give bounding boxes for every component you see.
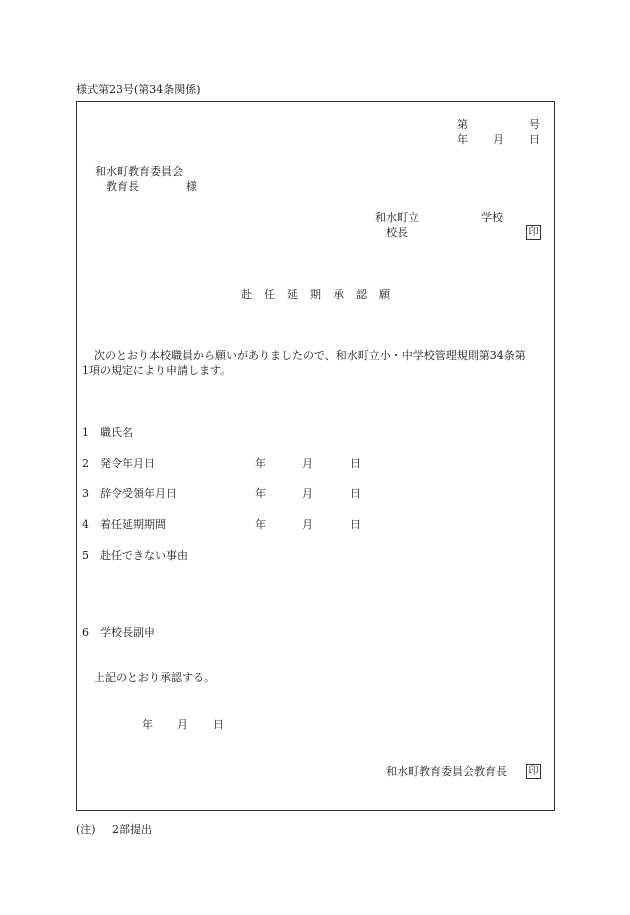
item-2-day: 日 [350, 457, 361, 470]
approval-day: 日 [213, 718, 224, 731]
item-1-label: 職氏名 [100, 426, 133, 439]
item-3-num: 3 [82, 487, 89, 500]
sender-school-suffix: 学校 [481, 211, 503, 224]
item-4-num: 4 [82, 518, 89, 531]
principal-seal [526, 225, 541, 240]
item-2-num: 2 [82, 457, 89, 470]
item-6-label: 学校長副申 [100, 626, 155, 639]
title-char: 期 [310, 288, 321, 301]
title-char: 承 [333, 288, 344, 301]
item-4-day: 日 [350, 518, 361, 531]
title-char: 認 [356, 288, 367, 301]
item-3-month: 月 [302, 487, 313, 500]
form-frame [76, 101, 555, 811]
body-line-2: 1項の規定により申請します。 [82, 364, 232, 377]
approval-month: 月 [177, 718, 188, 731]
approval-year: 年 [142, 718, 153, 731]
item-4-month: 月 [302, 518, 313, 531]
addressee-title: 教育長 [106, 180, 139, 193]
doc-date-month: 月 [493, 133, 504, 146]
signer-seal [526, 764, 541, 779]
item-5-label: 赴任できない事由 [100, 549, 188, 562]
addressee-honorific: 様 [186, 180, 197, 193]
seal-mark: 印 [526, 225, 541, 240]
title-char: 赴 [241, 288, 252, 301]
sender-school-prefix: 和水町立 [375, 211, 419, 224]
item-4-year: 年 [255, 518, 266, 531]
addressee-org: 和水町教育委員会 [95, 165, 183, 178]
note-label: (注) [76, 823, 96, 836]
approval-signer: 和水町教育委員会教育長 [386, 765, 507, 778]
sender-principal: 校長 [386, 226, 408, 239]
item-3-year: 年 [255, 487, 266, 500]
title-char: 任 [264, 288, 275, 301]
doc-date-day: 日 [529, 133, 540, 146]
seal-mark: 印 [526, 764, 541, 779]
doc-date-year: 年 [457, 133, 468, 146]
item-3-label: 辞令受領年月日 [100, 487, 177, 500]
title-char: 願 [379, 288, 390, 301]
item-5-num: 5 [82, 549, 89, 562]
note-text: 2部提出 [112, 823, 152, 836]
item-2-label: 発令年月日 [100, 457, 155, 470]
item-3-day: 日 [350, 487, 361, 500]
document-title [235, 288, 396, 302]
form-label: 様式第23号(第34条関係) [76, 83, 201, 96]
doc-number-suffix: 号 [529, 118, 540, 131]
approval-text: 上記のとおり承認する。 [94, 671, 215, 684]
item-1-num: 1 [82, 426, 89, 439]
title-char: 延 [287, 288, 298, 301]
item-2-month: 月 [302, 457, 313, 470]
item-2-year: 年 [255, 457, 266, 470]
doc-number-prefix: 第 [457, 118, 468, 131]
body-line-1: 次のとおり本校職員から願いがありましたので、和水町立小・中学校管理規則第34条第 [94, 349, 526, 362]
item-6-num: 6 [82, 626, 89, 639]
item-4-label: 着任延期期間 [100, 518, 166, 531]
